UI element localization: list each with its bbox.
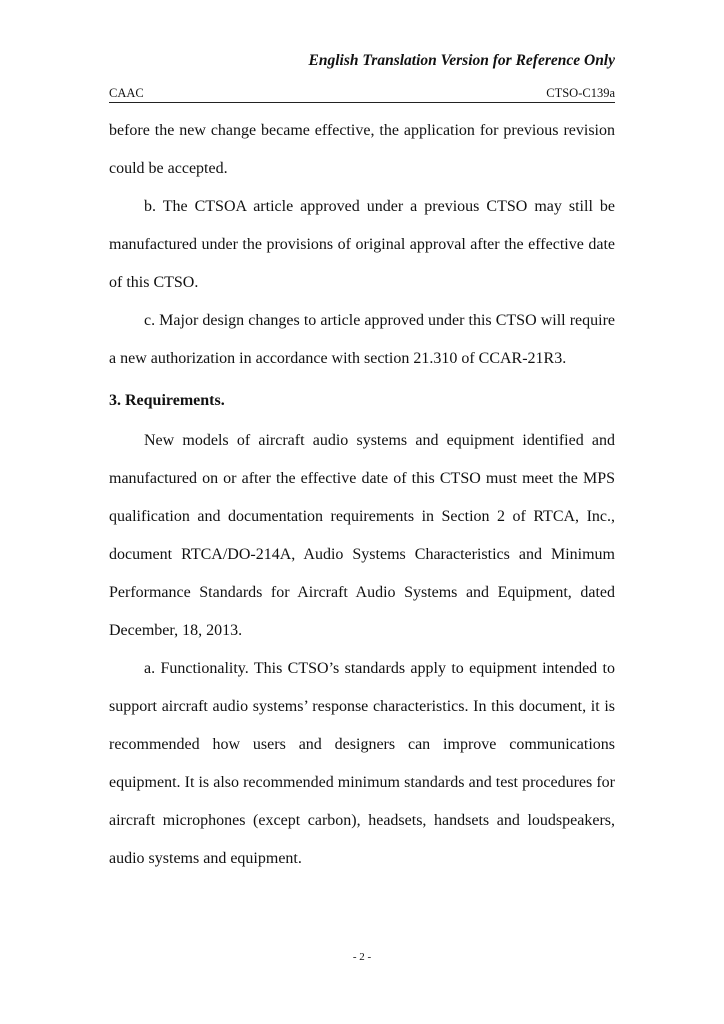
header-document-id: CTSO-C139a — [546, 86, 615, 100]
header-agency: CAAC — [109, 86, 144, 100]
paragraph-major-design-changes: c. Major design changes to article approved under this CTSO will require a new authorization in accordance with section 21.310 of CCAR-21R3. — [109, 312, 615, 367]
running-header — [109, 84, 615, 103]
section-heading-requirements: 3. Requirements. — [109, 392, 225, 409]
paragraph-previous-ctso: b. The CTSOA article approved under a previous CTSO may still be manufactured under the provisions of original approval after the effective date of this CTSO. — [109, 198, 615, 291]
page-number: - 2 - — [352, 951, 372, 963]
document-body — [109, 112, 615, 878]
paragraph-functionality: a. Functionality. This CTSO’s standards apply to equipment intended to support aircraft audio systems’ response characteristics. In this document, it is recommended how users and designers can improve communications equipment. It is also recommended minimum standards and test procedures for aircraft microphones (except carbon), headsets, handsets and loudspeakers, audio systems and equipment. — [109, 660, 615, 867]
paragraph-requirements: New models of aircraft audio systems and equipment identified and manufactured on or after the effective date of this CTSO must meet the MPS qualification and documentation requirements in Section 2 of RTCA, Inc., document RTCA/DO-214A, Audio Systems Characteristics and Minimum Performance Standards for Aircraft Audio Systems and Equipment, dated December, 18, 2013. — [109, 432, 615, 639]
paragraph-continuation: before the new change became effective, the application for previous revision could be accepted. — [109, 122, 615, 177]
translation-note: English Translation Version for Reference Only — [308, 52, 615, 69]
